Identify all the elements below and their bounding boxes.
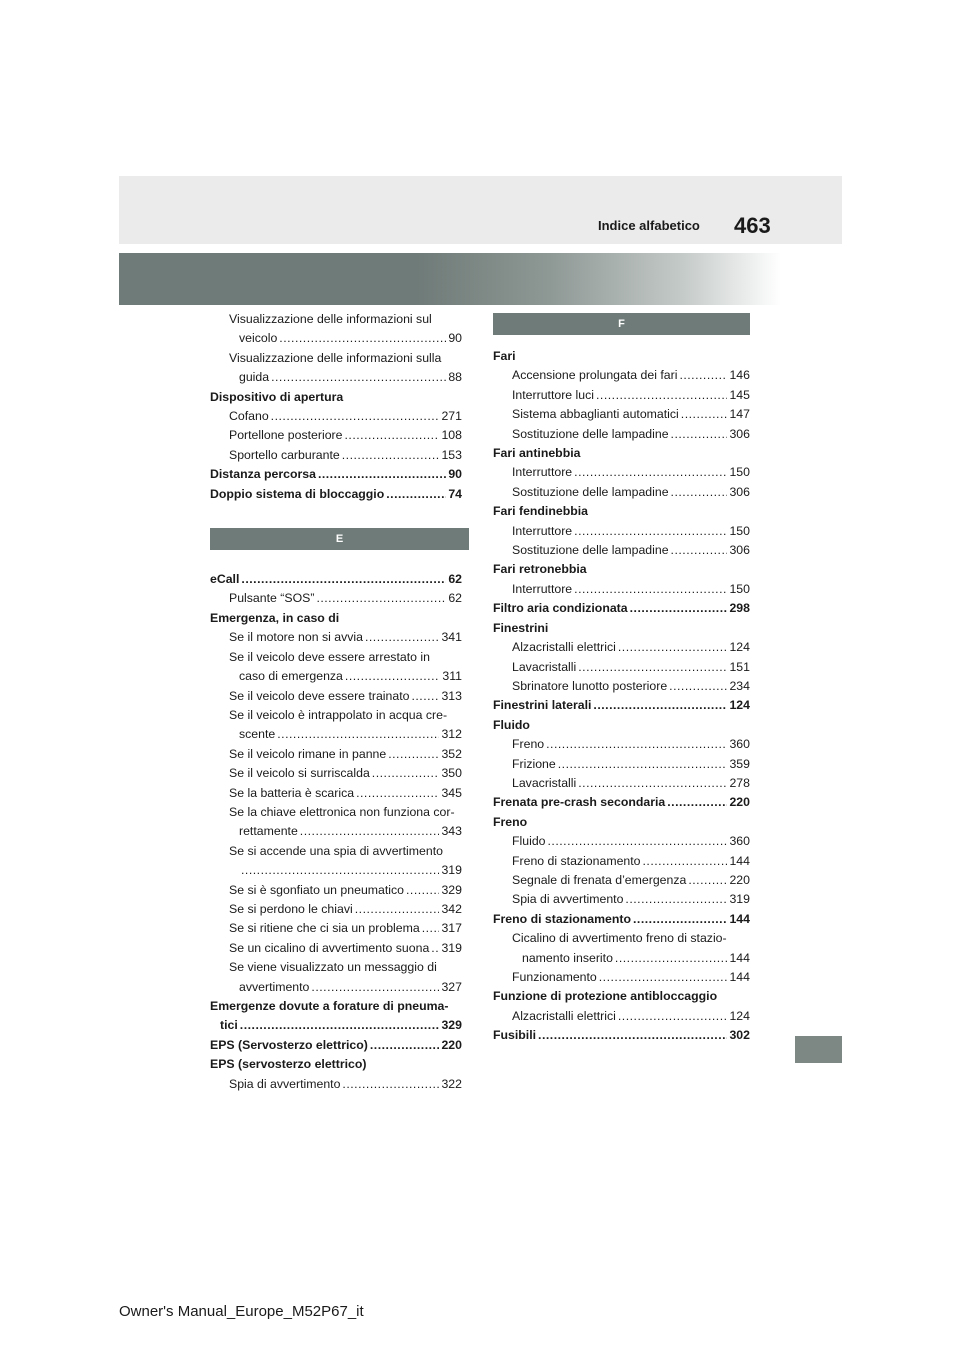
entry-text: Frizione — [512, 756, 556, 771]
entry-text: namento inserito — [522, 950, 613, 965]
page-reference: 306 — [729, 484, 750, 499]
index-subentry — [210, 745, 462, 764]
entry-text: Lavacristalli — [512, 659, 577, 674]
page-reference: 319 — [441, 863, 462, 878]
dot-leader — [342, 1075, 439, 1094]
page-reference: 345 — [441, 785, 462, 800]
page-reference: 124 — [729, 698, 750, 713]
page-reference: 306 — [729, 426, 750, 441]
index-subentry — [493, 890, 750, 909]
dot-leader — [681, 405, 728, 424]
page-reference: 359 — [729, 756, 750, 771]
page-reference: 124 — [729, 640, 750, 655]
dot-leader — [241, 570, 446, 589]
page-reference: 62 — [448, 572, 462, 587]
page-reference: 74 — [448, 486, 462, 501]
index-heading: Freno — [493, 814, 528, 829]
index-heading: Funzione di protezione antibloccaggio — [493, 989, 718, 1004]
index-heading: Fari antinebbia — [493, 446, 581, 461]
entry-text: Interruttore — [512, 465, 573, 480]
index-subentry: Se viene visualizzato un messaggio di — [229, 960, 437, 975]
page-reference: 298 — [729, 601, 750, 616]
footer-manual-id: Owner's Manual_Europe_M52P67_it — [119, 1303, 364, 1320]
index-column-left — [210, 310, 462, 1094]
entry-text: Interruttore — [512, 581, 573, 596]
entry-text: Interruttore — [512, 523, 573, 538]
index-subentry — [210, 784, 462, 803]
page-reference: 319 — [441, 940, 462, 955]
dot-leader — [671, 425, 728, 444]
entry-text: Freno di stazionamento — [493, 911, 632, 926]
dot-leader — [667, 793, 727, 812]
dot-leader — [372, 764, 440, 783]
entry-text: Alzacristalli elettrici — [512, 1008, 616, 1023]
entry-text: Frenata pre-crash secondaria — [493, 795, 666, 810]
page-reference: 220 — [441, 1037, 462, 1052]
page-reference: 88 — [448, 370, 462, 385]
entry-text: Se il veicolo deve essere trainato — [229, 688, 410, 703]
page-reference: 144 — [729, 853, 750, 868]
dot-leader — [574, 580, 727, 599]
index-heading: Finestrini — [493, 620, 549, 635]
dot-leader — [574, 463, 727, 482]
index-subentry: Se il veicolo è intrappolato in acqua cre- — [229, 707, 448, 722]
dot-leader — [578, 658, 727, 677]
page-reference: 90 — [448, 467, 462, 482]
dot-leader — [355, 900, 440, 919]
index-subentry — [210, 978, 462, 997]
page-reference: 220 — [729, 872, 750, 887]
index-subentry — [210, 368, 462, 387]
index-heading — [493, 696, 750, 715]
entry-text: Distanza percorsa — [210, 467, 316, 482]
index-subentry — [493, 483, 750, 502]
index-heading: Fari retronebbia — [493, 562, 587, 577]
entry-text: Spia di avvertimento — [512, 892, 624, 907]
entry-text: Fusibili — [493, 1028, 537, 1043]
index-subentry: Se il veicolo deve essere arrestato in — [229, 649, 430, 664]
page-reference: 329 — [441, 882, 462, 897]
page-reference: 322 — [441, 1076, 462, 1091]
entry-text: Filtro aria condizionata — [493, 601, 628, 616]
index-heading — [210, 1016, 462, 1035]
entry-text: Freno di stazionamento — [512, 853, 641, 868]
dot-leader — [271, 368, 446, 387]
page-reference: 278 — [729, 775, 750, 790]
entry-text: Se si è sgonfiato un pneumatico — [229, 882, 405, 897]
dot-leader — [630, 599, 728, 618]
entry-text: Sportello carburante — [229, 447, 340, 462]
dot-leader — [411, 687, 439, 706]
entry-text: Accensione prolungata dei fari — [512, 368, 678, 383]
dot-leader — [643, 852, 728, 871]
page-reference: 220 — [729, 795, 750, 810]
index-subentry — [210, 1075, 462, 1094]
index-subentry — [493, 832, 750, 851]
index-subentry: Se la chiave elettronica non funziona cor- — [229, 804, 455, 819]
dot-leader — [618, 638, 728, 657]
dot-leader — [422, 919, 440, 938]
entry-text: Se la batteria è scarica — [229, 785, 355, 800]
index-subentry: Visualizzazione delle informazioni sulla — [229, 350, 442, 365]
page-reference: 108 — [441, 428, 462, 443]
page-reference: 312 — [441, 727, 462, 742]
dot-leader — [316, 589, 446, 608]
index-heading — [493, 599, 750, 618]
page-reference: 313 — [441, 688, 462, 703]
index-heading: EPS (servosterzo elettrico) — [210, 1057, 367, 1072]
entry-text: Lavacristalli — [512, 775, 577, 790]
dot-leader — [342, 446, 440, 465]
index-heading: Fluido — [493, 717, 530, 732]
section-title: Indice alfabetico — [598, 218, 700, 233]
index-heading: Fari — [493, 349, 516, 363]
index-heading — [210, 570, 462, 589]
page-reference: 146 — [729, 368, 750, 383]
index-subentry — [210, 446, 462, 465]
letter-section-header: E — [210, 528, 469, 550]
index-subentry — [210, 822, 462, 841]
dot-leader — [671, 541, 728, 560]
index-subentry — [493, 949, 750, 968]
page-reference: 150 — [729, 465, 750, 480]
index-heading: Dispositivo di apertura — [210, 389, 344, 404]
index-subentry — [493, 658, 750, 677]
index-subentry — [493, 425, 750, 444]
dot-leader — [688, 871, 727, 890]
dot-leader — [548, 832, 728, 851]
index-subentry — [493, 366, 750, 385]
dot-leader — [596, 386, 727, 405]
page-reference: 352 — [441, 746, 462, 761]
dot-leader — [365, 628, 440, 647]
index-heading — [210, 485, 462, 504]
index-subentry — [493, 852, 750, 871]
index-subentry: Cicalino di avvertimento freno di stazio- — [512, 931, 727, 946]
chapter-side-tab — [795, 1036, 842, 1063]
chapter-bar — [119, 253, 781, 305]
entry-text: Spia di avvertimento — [229, 1076, 341, 1091]
index-heading — [493, 1026, 750, 1045]
entry-text: Se il veicolo si surriscalda — [229, 766, 370, 781]
page-number: 463 — [734, 213, 771, 238]
index-subentry — [210, 426, 462, 445]
entry-text: Funzionamento — [512, 970, 597, 984]
entry-text: Fluido — [512, 834, 546, 849]
page-reference: 329 — [441, 1018, 462, 1033]
index-heading — [493, 910, 750, 929]
page-reference: 317 — [441, 921, 462, 936]
index-subentry — [493, 755, 750, 774]
entry-text: avvertimento — [239, 979, 310, 994]
entry-text: caso di emergenza — [239, 669, 343, 684]
page-reference: 150 — [729, 581, 750, 596]
dot-leader — [669, 677, 727, 696]
entry-text: guida — [239, 370, 270, 385]
index-heading: Fari fendinebbia — [493, 504, 588, 519]
dot-leader — [431, 939, 439, 958]
dot-leader — [615, 949, 728, 968]
entry-text: Freno — [512, 737, 545, 752]
dot-leader — [241, 861, 439, 880]
entry-text: Portellone posteriore — [229, 428, 343, 443]
letter-section-header: F — [493, 313, 750, 335]
dot-leader — [574, 522, 727, 541]
page-reference: 360 — [729, 737, 750, 752]
index-subentry — [493, 386, 750, 405]
index-subentry — [493, 405, 750, 424]
index-heading: Emergenze dovute a forature di pneuma- — [210, 999, 449, 1013]
index-heading — [210, 465, 462, 484]
dot-leader — [356, 784, 439, 803]
index-subentry — [493, 1007, 750, 1026]
entry-text: Sostituzione delle lampadine — [512, 543, 669, 558]
dot-leader — [578, 774, 727, 793]
dot-leader — [599, 968, 728, 987]
dot-leader — [279, 329, 446, 348]
index-subentry — [210, 919, 462, 938]
index-subentry — [210, 764, 462, 783]
entry-text: Sistema abbaglianti automatici — [512, 407, 679, 422]
index-subentry — [493, 774, 750, 793]
index-subentry — [210, 900, 462, 919]
dot-leader — [406, 881, 439, 900]
index-subentry — [210, 861, 462, 880]
index-subentry — [493, 522, 750, 541]
entry-text: Se il motore non si avvia — [229, 630, 363, 645]
entry-text: scente — [239, 727, 276, 742]
index-subentry — [493, 541, 750, 560]
index-subentry — [210, 667, 462, 686]
dot-leader — [345, 667, 440, 686]
dot-leader — [344, 426, 439, 445]
dot-leader — [386, 485, 446, 504]
dot-leader — [618, 1007, 728, 1026]
dot-leader — [558, 755, 728, 774]
page-reference: 124 — [729, 1008, 750, 1023]
dot-leader — [370, 1036, 440, 1055]
page-reference: 342 — [441, 901, 462, 916]
dot-leader — [671, 483, 728, 502]
page-reference: 144 — [729, 950, 750, 965]
entry-text: EPS (Servosterzo elettrico) — [210, 1037, 368, 1052]
index-subentry — [493, 677, 750, 696]
dot-leader — [311, 978, 439, 997]
dot-leader — [679, 366, 727, 385]
entry-text: rettamente — [239, 824, 298, 839]
page-reference: 145 — [729, 387, 750, 402]
page-reference: 90 — [448, 331, 462, 346]
index-subentry: Se si accende una spia di avvertimento — [229, 843, 443, 858]
page-reference: 234 — [729, 678, 750, 693]
dot-leader — [538, 1026, 727, 1045]
page-reference: 343 — [441, 824, 462, 839]
entry-text: eCall — [210, 572, 240, 587]
page-reference: 271 — [441, 409, 462, 424]
index-heading — [210, 1036, 462, 1055]
entry-text: Segnale di frenata d’emergenza — [512, 872, 687, 887]
index-subentry — [210, 329, 462, 348]
page-reference: 327 — [441, 979, 462, 994]
index-subentry — [210, 589, 462, 608]
entry-text: Se il veicolo rimane in panne — [229, 746, 387, 761]
entry-text: Interruttore luci — [512, 387, 595, 402]
dot-leader — [300, 822, 440, 841]
index-subentry — [210, 628, 462, 647]
page-reference: 360 — [729, 834, 750, 849]
dot-leader — [593, 696, 727, 715]
index-subentry — [210, 687, 462, 706]
index-subentry — [493, 968, 750, 987]
index-subentry — [210, 881, 462, 900]
page-reference: 341 — [441, 630, 462, 645]
entry-text: Pulsante “SOS” — [229, 591, 315, 606]
dot-leader — [271, 407, 440, 426]
entry-text: Alzacristalli elettrici — [512, 640, 616, 655]
dot-leader — [388, 745, 439, 764]
page-reference: 350 — [441, 766, 462, 781]
dot-leader — [633, 910, 727, 929]
page-reference: 311 — [442, 669, 462, 684]
page-reference: 153 — [441, 447, 462, 462]
entry-text: Doppio sistema di bloccaggio — [210, 486, 385, 501]
page-reference: 150 — [729, 523, 750, 538]
entry-text: Sbrinatore lunotto posteriore — [512, 678, 668, 693]
index-subentry — [493, 463, 750, 482]
index-subentry — [493, 638, 750, 657]
page-reference: 62 — [448, 591, 462, 606]
index-subentry — [493, 871, 750, 890]
index-column-right — [493, 310, 750, 1046]
entry-text: Se un cicalino di avvertimento suona — [229, 940, 430, 955]
index-heading — [493, 793, 750, 812]
dot-leader — [277, 725, 439, 744]
index-heading: Emergenza, in caso di — [210, 610, 340, 625]
dot-leader — [546, 735, 727, 754]
index-subentry — [210, 939, 462, 958]
page-reference: 144 — [729, 911, 750, 926]
page-reference: 144 — [729, 970, 750, 984]
dot-leader — [625, 890, 727, 909]
index-subentry: Visualizzazione delle informazioni sul — [229, 312, 432, 326]
dot-leader — [318, 465, 446, 484]
page-reference: 151 — [729, 659, 750, 674]
entry-text: Se si ritiene che ci sia un problema — [229, 921, 420, 936]
entry-text: Sostituzione delle lampadine — [512, 484, 669, 499]
entry-text: Sostituzione delle lampadine — [512, 426, 669, 441]
entry-text: veicolo — [239, 331, 278, 346]
page-reference: 306 — [729, 543, 750, 558]
entry-text: Finestrini laterali — [493, 698, 592, 713]
entry-text: Se si perdono le chiavi — [229, 901, 353, 916]
index-subentry — [210, 407, 462, 426]
index-subentry — [493, 735, 750, 754]
index-subentry — [210, 725, 462, 744]
entry-text: Cofano — [229, 409, 269, 424]
index-subentry — [493, 580, 750, 599]
page-reference: 147 — [729, 407, 750, 422]
page-reference: 319 — [729, 892, 750, 907]
dot-leader — [240, 1016, 440, 1035]
page-reference: 302 — [729, 1028, 750, 1043]
entry-text: tici — [220, 1018, 238, 1033]
